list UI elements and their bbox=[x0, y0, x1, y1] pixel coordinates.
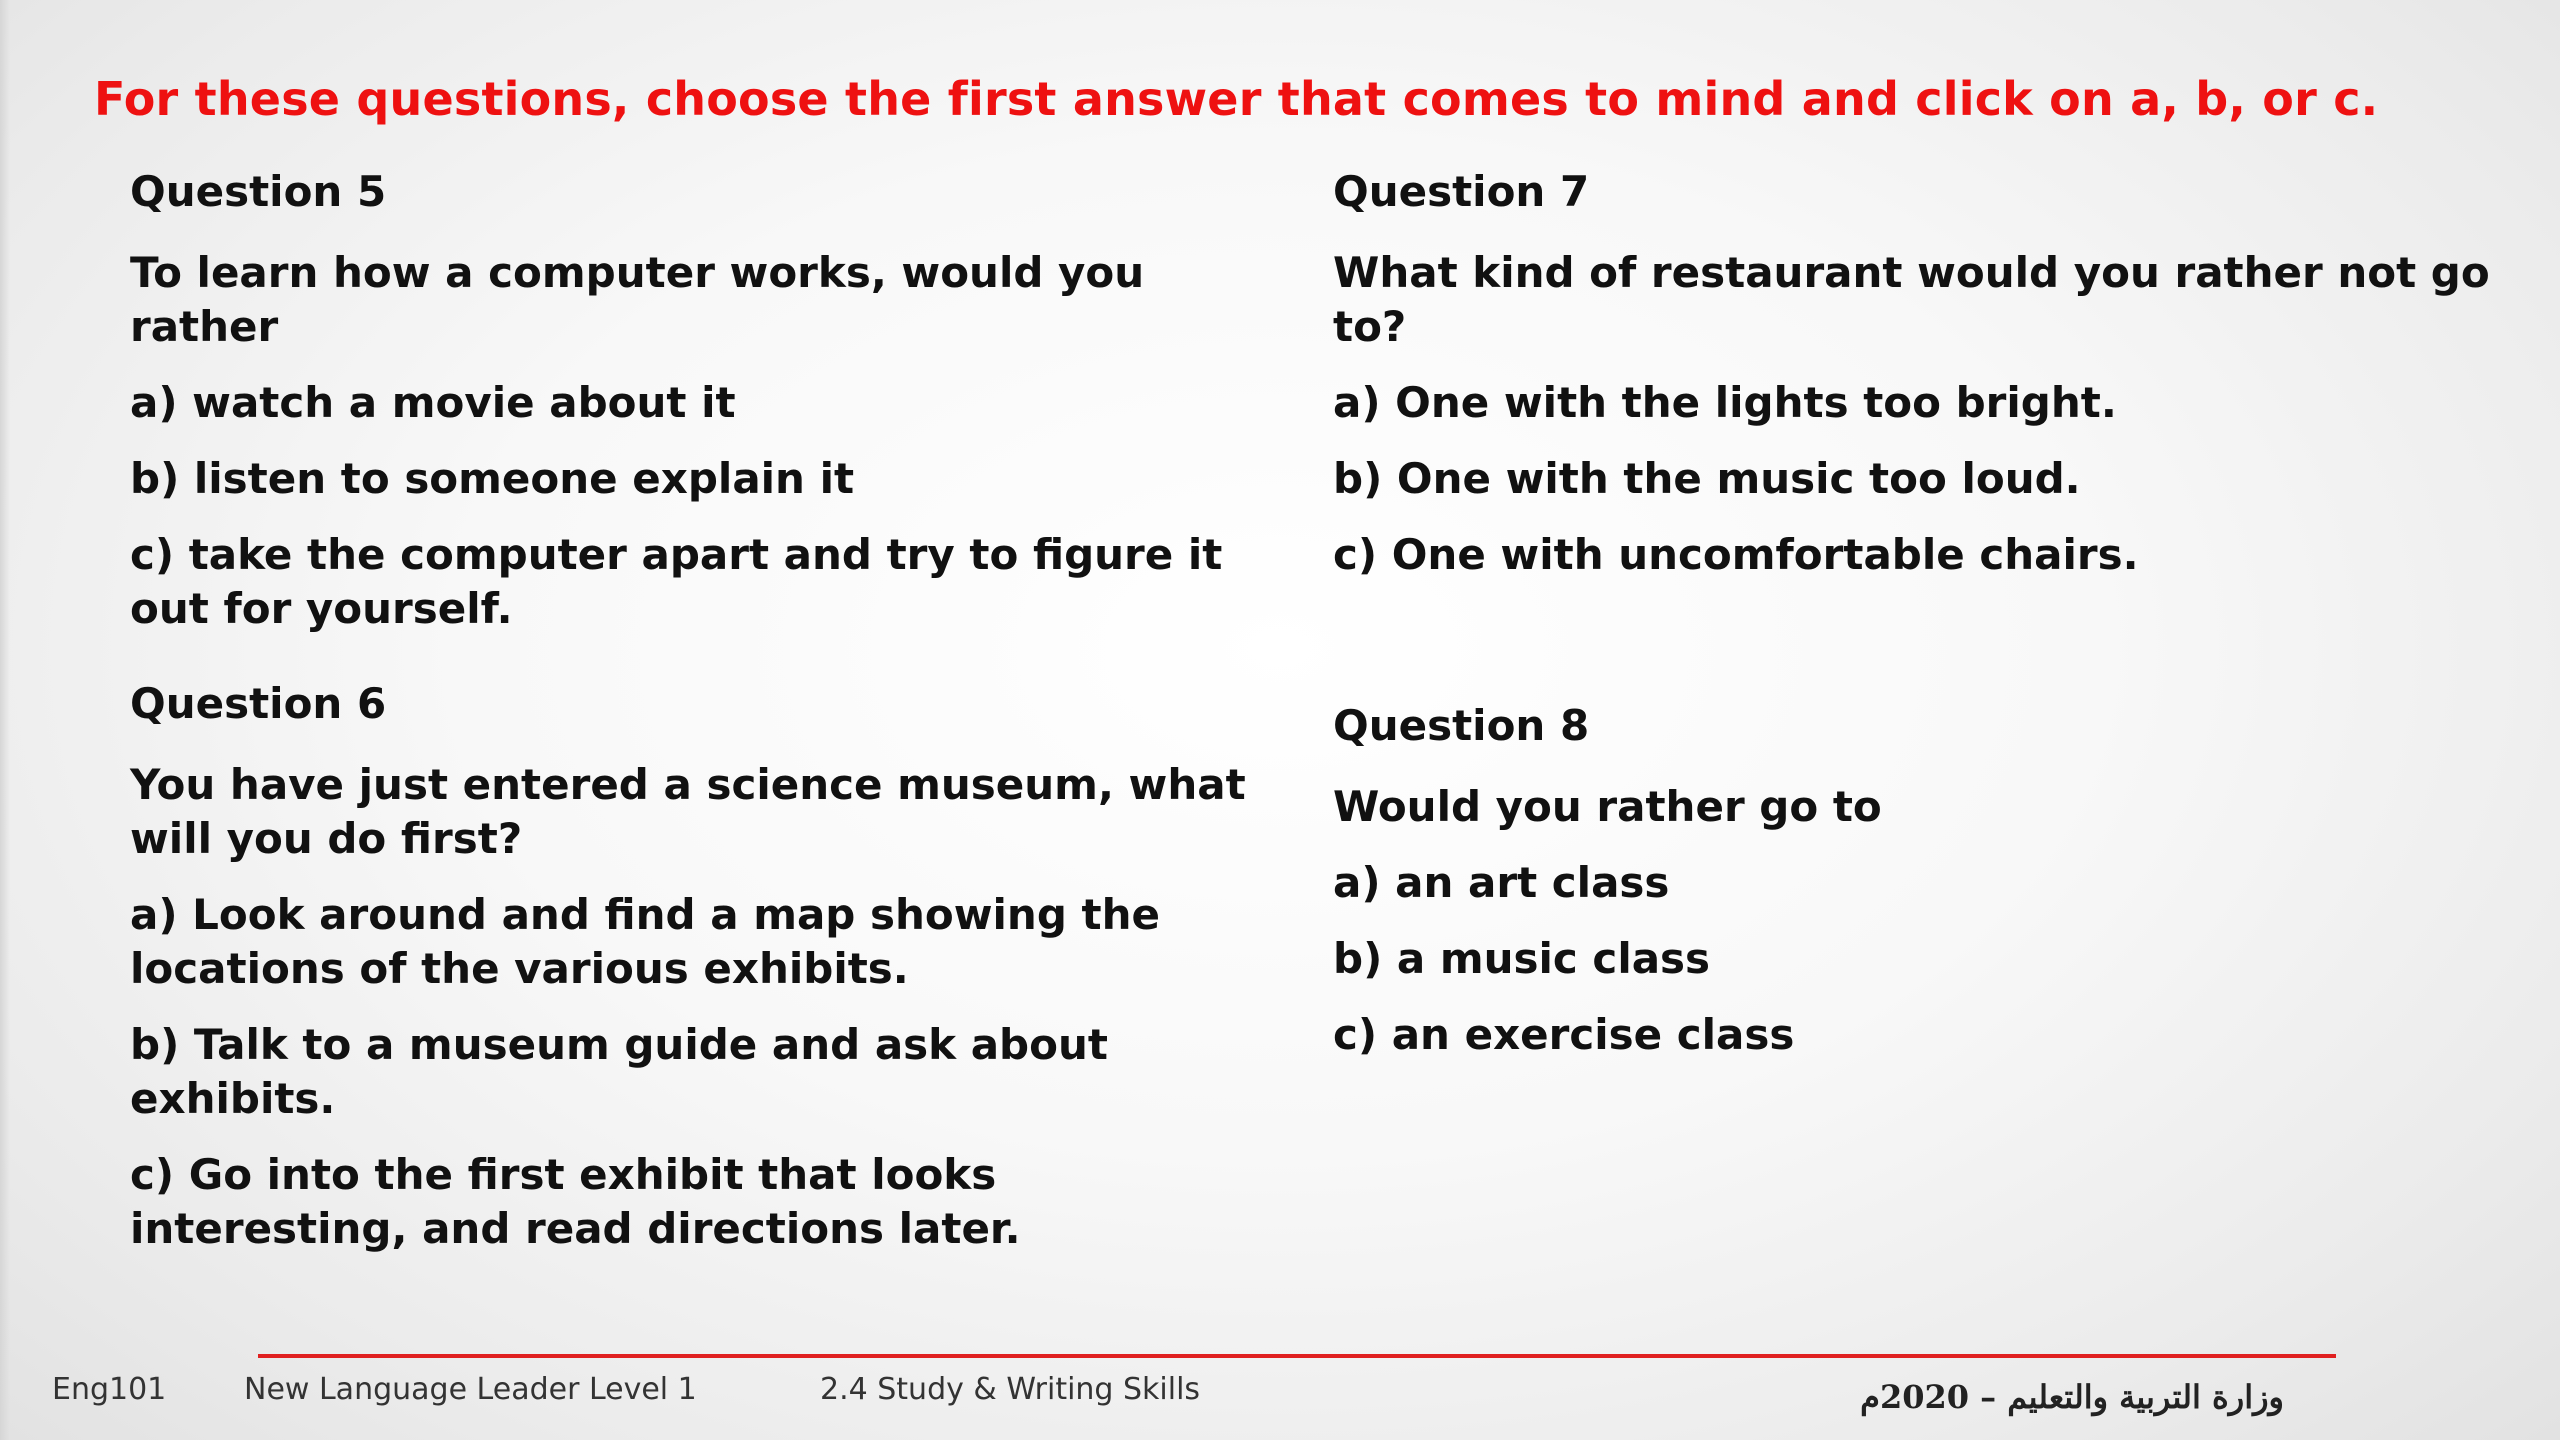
option-b[interactable]: b) listen to someone explain it bbox=[130, 454, 855, 503]
option-a[interactable]: a) Look around and find a map showing the locations of the various exhibits. bbox=[130, 890, 1160, 993]
question-prompt: You have just entered a science museum, what will you do first? bbox=[130, 760, 1246, 863]
question-prompt: What kind of restaurant would you rather not go to? bbox=[1333, 248, 2490, 351]
question-title: Question 8 bbox=[1333, 701, 1590, 750]
footer-book-title: New Language Leader Level 1 bbox=[244, 1372, 697, 1407]
question-title: Question 6 bbox=[130, 679, 387, 728]
option-c[interactable]: c) an exercise class bbox=[1333, 1010, 1795, 1059]
option-a[interactable]: a) an art class bbox=[1333, 858, 1670, 907]
footer-unit-title: 2.4 Study & Writing Skills bbox=[820, 1372, 1201, 1407]
question-6-block bbox=[130, 678, 1250, 1278]
question-prompt: To learn how a computer works, would you rather bbox=[130, 248, 1145, 351]
option-b[interactable]: b) Talk to a museum guide and ask about exhibits. bbox=[130, 1020, 1108, 1123]
question-title: Question 5 bbox=[130, 167, 387, 216]
footer-ministry-label: وزارة التربية والتعليم – 2020م bbox=[1860, 1378, 2284, 1416]
option-b[interactable]: b) a music class bbox=[1333, 934, 1711, 983]
question-5-block bbox=[130, 166, 1250, 658]
question-prompt: Would you rather go to bbox=[1333, 782, 1882, 831]
option-c[interactable]: c) Go into the first exhibit that looks interesting, and read directions later. bbox=[130, 1150, 1021, 1253]
slide-edge-shadow bbox=[0, 0, 10, 1440]
instruction-text: For these questions, choose the first answer that comes to mind and click on a, b, or c. bbox=[94, 72, 2379, 126]
footer-divider bbox=[258, 1354, 2336, 1358]
option-b[interactable]: b) One with the music too loud. bbox=[1333, 454, 2081, 503]
option-c[interactable]: c) take the computer apart and try to figure it out for yourself. bbox=[130, 530, 1223, 633]
question-8-block bbox=[1333, 700, 2533, 1084]
question-7-block bbox=[1333, 166, 2533, 604]
option-c[interactable]: c) One with uncomfortable chairs. bbox=[1333, 530, 2139, 579]
option-a[interactable]: a) One with the lights too bright. bbox=[1333, 378, 2117, 427]
question-title: Question 7 bbox=[1333, 167, 1590, 216]
option-a[interactable]: a) watch a movie about it bbox=[130, 378, 736, 427]
footer-course-code: Eng101 bbox=[52, 1372, 167, 1407]
